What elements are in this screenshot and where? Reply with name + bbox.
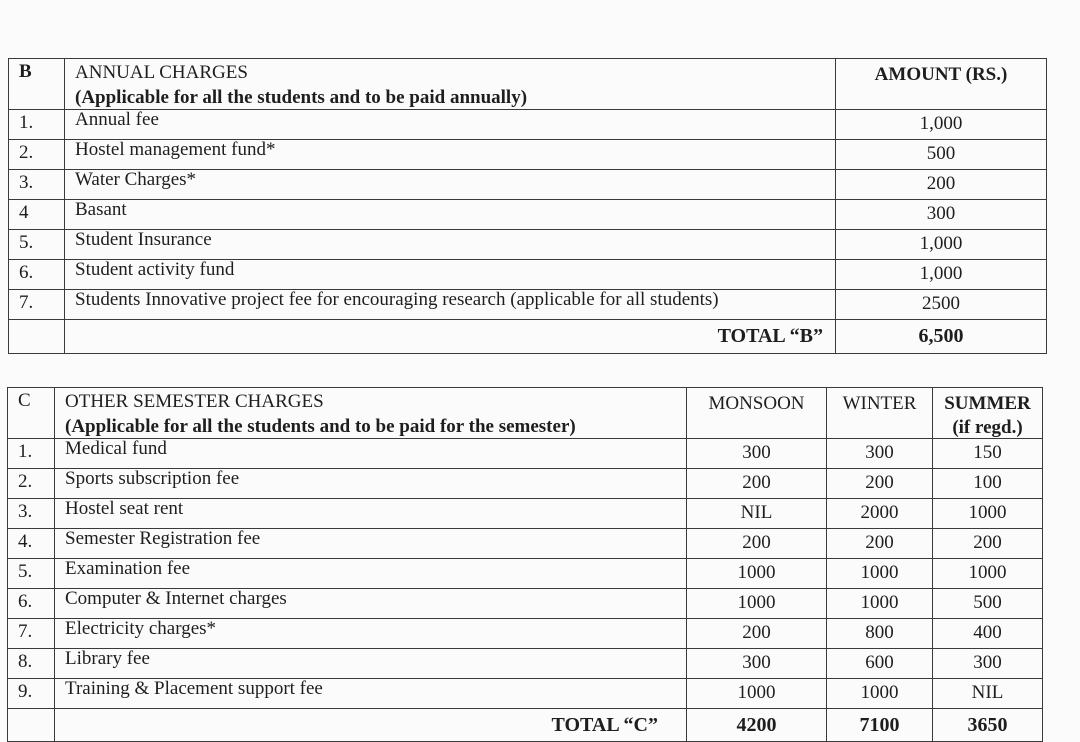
table-row bbox=[8, 649, 1043, 679]
summer-header-note: (if regd.) bbox=[952, 417, 1023, 438]
row-item: Sports subscription fee bbox=[55, 469, 687, 499]
row-item: Computer & Internet charges bbox=[55, 589, 687, 619]
row-number: 5. bbox=[8, 559, 55, 589]
row-winter: 1000 bbox=[827, 679, 933, 709]
row-item: Student activity fund bbox=[65, 260, 836, 290]
row-number: 1. bbox=[8, 439, 55, 469]
amount-header: AMOUNT (RS.) bbox=[836, 59, 1047, 110]
row-item: Student Insurance bbox=[65, 230, 836, 260]
row-amount: 1,000 bbox=[836, 230, 1047, 260]
row-monsoon: 300 bbox=[687, 649, 827, 679]
total-winter: 7100 bbox=[827, 709, 933, 742]
table-row bbox=[8, 589, 1043, 619]
annual-charges-table bbox=[8, 58, 1047, 354]
row-item: Water Charges* bbox=[65, 170, 836, 200]
table-row bbox=[8, 679, 1043, 709]
table-row bbox=[8, 499, 1043, 529]
row-item: Hostel management fund* bbox=[65, 140, 836, 170]
section-title: OTHER SEMESTER CHARGES bbox=[65, 391, 324, 412]
row-number: 9. bbox=[8, 679, 55, 709]
table-row bbox=[8, 559, 1043, 589]
total-label: TOTAL “B” bbox=[65, 320, 836, 354]
section-code: C bbox=[8, 388, 55, 439]
row-number: 4 bbox=[9, 200, 65, 230]
table-row bbox=[9, 260, 1047, 290]
row-item: Electricity charges* bbox=[55, 619, 687, 649]
table-row bbox=[9, 200, 1047, 230]
section-code: B bbox=[9, 59, 65, 110]
row-monsoon: 300 bbox=[687, 439, 827, 469]
row-amount: 200 bbox=[836, 170, 1047, 200]
total-summer: 3650 bbox=[933, 709, 1043, 742]
row-amount: 2500 bbox=[836, 290, 1047, 320]
row-winter: 200 bbox=[827, 529, 933, 559]
total-row bbox=[9, 320, 1047, 354]
row-summer: 300 bbox=[933, 649, 1043, 679]
row-number: 6. bbox=[8, 589, 55, 619]
row-winter: 1000 bbox=[827, 589, 933, 619]
row-summer: NIL bbox=[933, 679, 1043, 709]
row-item: Semester Registration fee bbox=[55, 529, 687, 559]
monsoon-header: MONSOON bbox=[687, 388, 827, 439]
section-subtitle: (Applicable for all the students and to be paid for the semester) bbox=[65, 416, 576, 437]
row-winter: 600 bbox=[827, 649, 933, 679]
row-item: Medical fund bbox=[55, 439, 687, 469]
row-monsoon: 1000 bbox=[687, 559, 827, 589]
row-number: 4. bbox=[8, 529, 55, 559]
row-amount: 1,000 bbox=[836, 260, 1047, 290]
table-header-row bbox=[9, 59, 1047, 110]
row-monsoon: 1000 bbox=[687, 589, 827, 619]
row-item: Library fee bbox=[55, 649, 687, 679]
row-winter: 2000 bbox=[827, 499, 933, 529]
table-row bbox=[9, 290, 1047, 320]
table-row bbox=[9, 140, 1047, 170]
row-item: Hostel seat rent bbox=[55, 499, 687, 529]
total-monsoon: 4200 bbox=[687, 709, 827, 742]
winter-header: WINTER bbox=[827, 388, 933, 439]
row-winter: 300 bbox=[827, 439, 933, 469]
row-amount: 500 bbox=[836, 140, 1047, 170]
section-title: ANNUAL CHARGES bbox=[75, 62, 248, 83]
row-item: Training & Placement support fee bbox=[55, 679, 687, 709]
row-number: 7. bbox=[9, 290, 65, 320]
row-number: 3. bbox=[8, 499, 55, 529]
row-number: 8. bbox=[8, 649, 55, 679]
row-summer: 100 bbox=[933, 469, 1043, 499]
row-monsoon: NIL bbox=[687, 499, 827, 529]
row-summer: 500 bbox=[933, 589, 1043, 619]
row-monsoon: 200 bbox=[687, 469, 827, 499]
section-title-cell bbox=[65, 59, 836, 110]
summer-header-cell bbox=[933, 388, 1043, 439]
row-summer: 150 bbox=[933, 439, 1043, 469]
total-label: TOTAL “C” bbox=[55, 709, 687, 742]
semester-charges-table bbox=[7, 387, 1043, 742]
row-monsoon: 200 bbox=[687, 619, 827, 649]
row-number: 3. bbox=[9, 170, 65, 200]
row-winter: 1000 bbox=[827, 559, 933, 589]
table-row bbox=[9, 110, 1047, 140]
table-row bbox=[8, 469, 1043, 499]
row-item: Annual fee bbox=[65, 110, 836, 140]
row-summer: 1000 bbox=[933, 499, 1043, 529]
row-number: 1. bbox=[9, 110, 65, 140]
row-item: Students Innovative project fee for encouraging research (applicable for all students) bbox=[65, 290, 836, 320]
total-row bbox=[8, 709, 1043, 742]
row-monsoon: 1000 bbox=[687, 679, 827, 709]
row-summer: 1000 bbox=[933, 559, 1043, 589]
summer-header: SUMMER bbox=[944, 393, 1031, 414]
row-summer: 400 bbox=[933, 619, 1043, 649]
table-row bbox=[8, 439, 1043, 469]
row-number: 5. bbox=[9, 230, 65, 260]
row-amount: 300 bbox=[836, 200, 1047, 230]
section-subtitle: (Applicable for all the students and to be paid annually) bbox=[75, 87, 528, 108]
table-header-row bbox=[8, 388, 1043, 439]
table-row bbox=[8, 529, 1043, 559]
row-number: 2. bbox=[9, 140, 65, 170]
row-winter: 800 bbox=[827, 619, 933, 649]
row-amount: 1,000 bbox=[836, 110, 1047, 140]
total-amount: 6,500 bbox=[836, 320, 1047, 354]
row-number: 7. bbox=[8, 619, 55, 649]
row-item: Examination fee bbox=[55, 559, 687, 589]
row-summer: 200 bbox=[933, 529, 1043, 559]
row-item: Basant bbox=[65, 200, 836, 230]
table-row bbox=[8, 619, 1043, 649]
section-title-cell bbox=[55, 388, 687, 439]
row-monsoon: 200 bbox=[687, 529, 827, 559]
row-number: 2. bbox=[8, 469, 55, 499]
row-winter: 200 bbox=[827, 469, 933, 499]
table-row bbox=[9, 170, 1047, 200]
table-row bbox=[9, 230, 1047, 260]
row-number: 6. bbox=[9, 260, 65, 290]
